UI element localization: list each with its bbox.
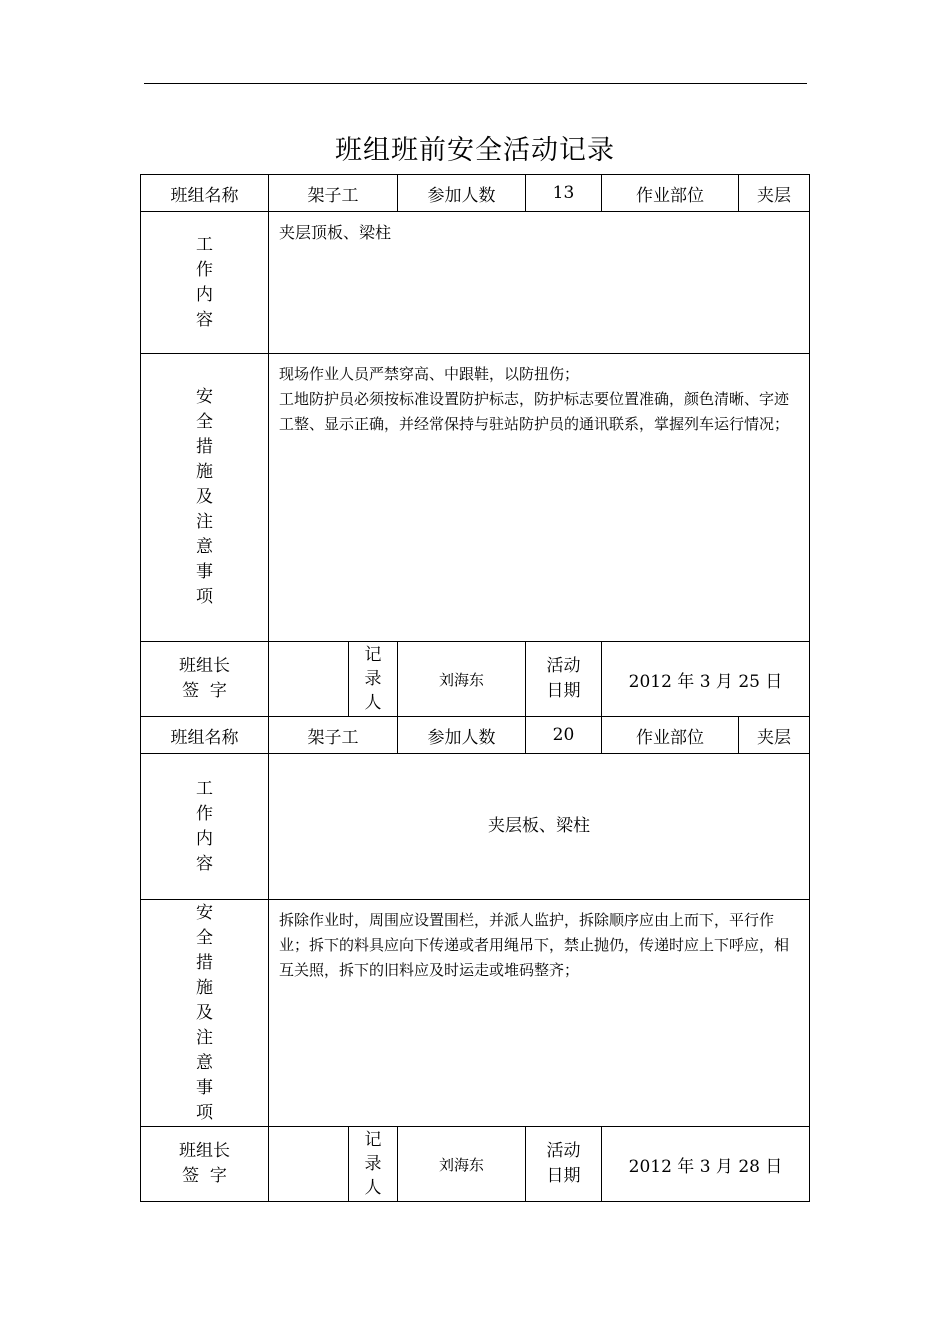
page-title: 班组班前安全活动记录 bbox=[335, 135, 615, 166]
recorder-name-value: 刘海东 bbox=[398, 1127, 526, 1202]
leader-sign-label: 班组长 签 字 bbox=[141, 1127, 269, 1202]
safety-measures-value: 现场作业人员严禁穿高、中跟鞋，以防扭伤； 工地防护员必须按标准设置防护标志，防护标志要位置准确，颜色清晰、字迹工整、显示正确，并经常保持与驻站防护员的通讯联系，掌握列车运行情况； bbox=[269, 354, 810, 642]
participants-value: 13 bbox=[526, 175, 602, 212]
leader-sign-label: 班组长 签 字 bbox=[141, 642, 269, 717]
work-content-value: 夹层板、梁柱 bbox=[269, 754, 810, 900]
location-value: 夹层 bbox=[739, 175, 810, 212]
record-table-1 bbox=[140, 174, 810, 717]
activity-date-value: 2012 年 3 月 25 日 bbox=[602, 642, 810, 717]
location-value: 夹层 bbox=[739, 717, 810, 754]
safety-measures-label: 安 全 措 施 及 注 意 事 项 bbox=[141, 900, 269, 1127]
location-label: 作业部位 bbox=[602, 175, 739, 212]
participants-label: 参加人数 bbox=[398, 717, 526, 754]
work-content-label: 工 作 内 容 bbox=[141, 212, 269, 354]
location-label: 作业部位 bbox=[602, 717, 739, 754]
header-rule bbox=[144, 83, 807, 84]
work-content-label: 工 作 内 容 bbox=[141, 754, 269, 900]
leader-signature-value bbox=[269, 1127, 349, 1202]
recorder-label: 记 录 人 bbox=[349, 642, 398, 717]
participants-label: 参加人数 bbox=[398, 175, 526, 212]
record-table-2 bbox=[140, 716, 810, 1202]
leader-signature-value bbox=[269, 642, 349, 717]
activity-date-label: 活动 日期 bbox=[526, 642, 602, 717]
recorder-label: 记 录 人 bbox=[349, 1127, 398, 1202]
safety-measures-value: 拆除作业时，周围应设置围栏，并派人监护，拆除顺序应由上而下，平行作业；拆下的料具应向下传递或者用绳吊下，禁止抛仍，传递时应上下呼应，相互关照，拆下的旧料应及时运走或堆码整齐； bbox=[269, 900, 810, 1127]
work-content-value: 夹层顶板、梁柱 bbox=[269, 212, 810, 354]
recorder-name-value: 刘海东 bbox=[398, 642, 526, 717]
team-name-value: 架子工 bbox=[269, 175, 398, 212]
activity-date-label: 活动 日期 bbox=[526, 1127, 602, 1202]
participants-value: 20 bbox=[526, 717, 602, 754]
team-name-label: 班组名称 bbox=[141, 175, 269, 212]
team-name-value: 架子工 bbox=[269, 717, 398, 754]
activity-date-value: 2012 年 3 月 28 日 bbox=[602, 1127, 810, 1202]
safety-measures-label: 安 全 措 施 及 注 意 事 项 bbox=[141, 354, 269, 642]
team-name-label: 班组名称 bbox=[141, 717, 269, 754]
